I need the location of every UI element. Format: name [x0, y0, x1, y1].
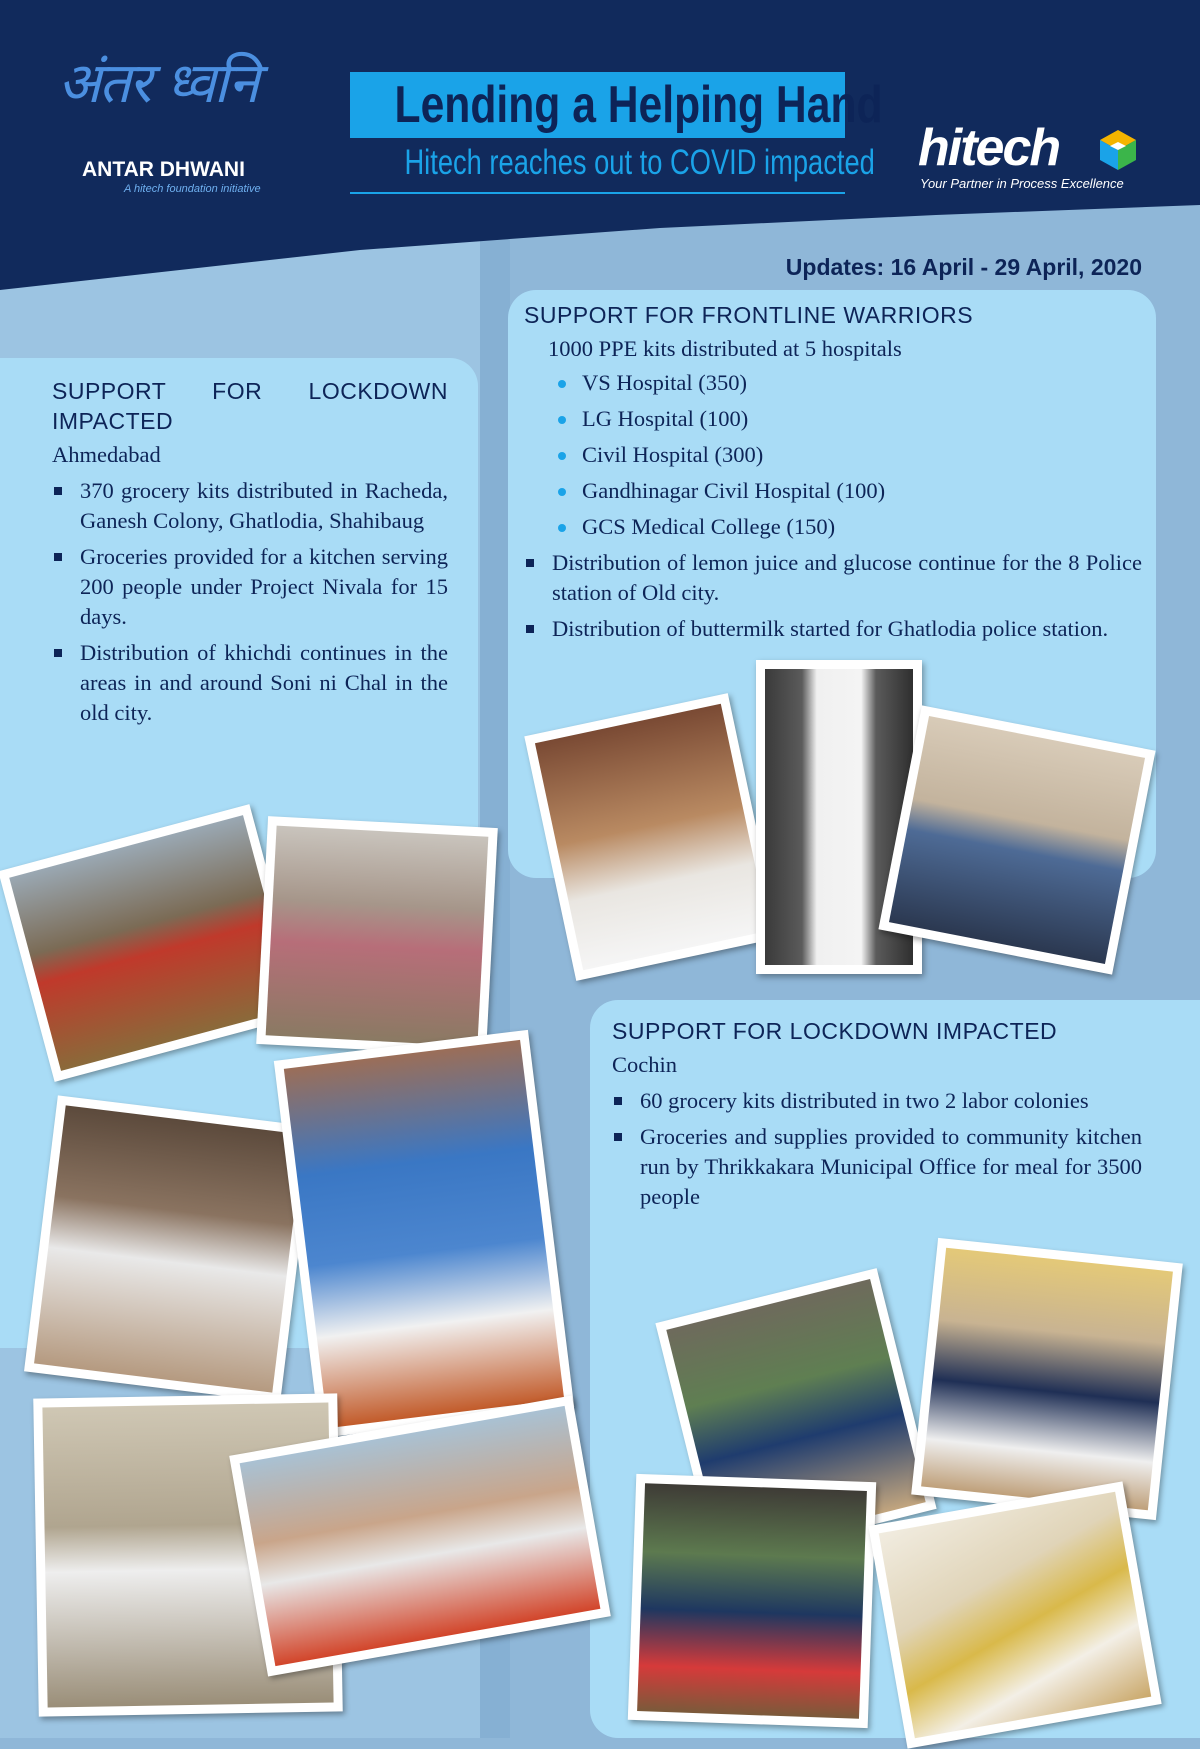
- logo-tagline: A hitech foundation initiative: [124, 183, 261, 195]
- frontline-list: [524, 548, 1142, 644]
- page-subtitle: Hitech reaches out to COVID impacted: [404, 143, 875, 182]
- list-item: Groceries and supplies provided to community kitchen run by Thrikkakara Municipal Office for meal for 3500 people: [612, 1122, 1142, 1212]
- photo-grocery-mother: [256, 816, 498, 1056]
- list-item: 370 grocery kits distributed in Racheda, Ganesh Colony, Ghatlodia, Shahibaug: [52, 476, 448, 536]
- hospital-item: VS Hospital (350): [554, 368, 1142, 398]
- hospital-item: LG Hospital (100): [554, 404, 1142, 434]
- hospital-item: Civil Hospital (300): [554, 440, 1142, 470]
- logo-name: ANTAR DHWANI: [82, 158, 245, 181]
- cochin-city: Cochin: [612, 1052, 677, 1077]
- frontline-section: [524, 300, 1142, 650]
- list-item: Distribution of lemon juice and glucose continue for the 8 Police station of Old city.: [524, 548, 1142, 608]
- ahmedabad-section: [52, 376, 448, 734]
- hospital-list: [554, 368, 1142, 542]
- page-title: Lending a Helping Hand: [394, 76, 883, 134]
- title-box: [350, 72, 883, 138]
- cochin-title: SUPPORT FOR LOCKDOWN IMPACTED: [612, 1018, 1058, 1044]
- ahmedabad-city: Ahmedabad: [52, 442, 161, 467]
- frontline-title: SUPPORT FOR FRONTLINE WARRIORS: [524, 302, 974, 328]
- subtitle-underline: [350, 192, 845, 194]
- hitech-logo-name: hitech: [918, 119, 1060, 177]
- logo-script-text: अंतर ध्वनि: [58, 51, 258, 116]
- ahmedabad-list: [52, 476, 448, 728]
- photo-food-serving: [24, 1095, 314, 1402]
- photo-khichdi-cooking: [274, 1030, 574, 1438]
- hospital-item: Gandhinagar Civil Hospital (100): [554, 476, 1142, 506]
- cochin-list: [612, 1086, 1142, 1212]
- updates-date: Updates: 16 April - 29 April, 2020: [785, 254, 1142, 280]
- photo-cochin-handover: [911, 1238, 1183, 1520]
- photo-grocery-kits: [868, 1481, 1161, 1748]
- photo-cochin-vehicle: [628, 1474, 876, 1728]
- list-item: Groceries provided for a kitchen serving 200 people under Project Nivala for 15 days.: [52, 542, 448, 632]
- hitech-cube-icon: [1096, 128, 1140, 172]
- list-item: Distribution of khichdi continues in the areas in and around Soni ni Chal in the old city.: [52, 638, 448, 728]
- list-item: 60 grocery kits distributed in two 2 labor colonies: [612, 1086, 1142, 1116]
- ahmedabad-title: SUPPORT FOR LOCKDOWN IMPACTED: [52, 378, 448, 434]
- photo-hospital-handover: [878, 705, 1155, 974]
- antar-dhwani-logo: [50, 51, 280, 205]
- frontline-intro: 1000 PPE kits distributed at 5 hospitals: [548, 336, 902, 361]
- hospital-item: GCS Medical College (150): [554, 512, 1142, 542]
- hitech-logo: [918, 120, 1148, 200]
- hitech-tagline: Your Partner in Process Excellence: [920, 176, 1124, 191]
- list-item: Distribution of buttermilk started for Ghatlodia police station.: [524, 614, 1142, 644]
- cochin-section: [612, 1016, 1142, 1218]
